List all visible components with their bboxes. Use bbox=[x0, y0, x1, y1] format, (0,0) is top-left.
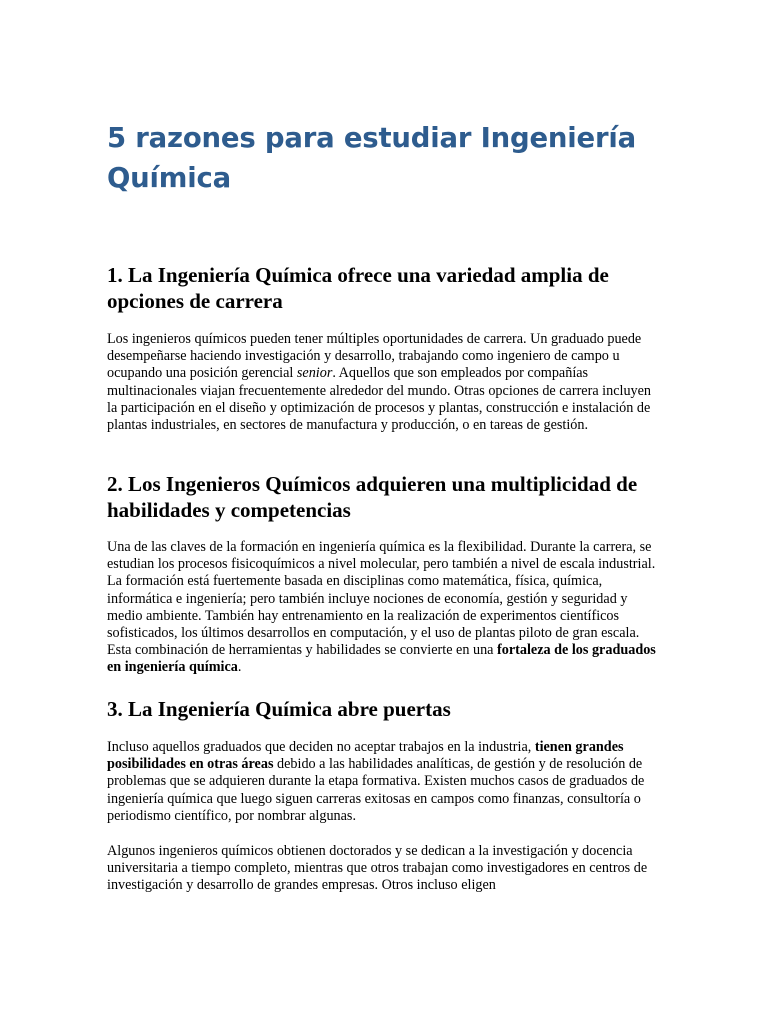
section-1-heading: 1. La Ingeniería Química ofrece una variedad amplia de opciones de carrera bbox=[107, 263, 609, 313]
section-3-paragraph-2: Algunos ingenieros químicos obtienen doctorados y se dedican a la investigación y docencia universitaria a tiempo completo, mientras que otros trabajan como investigadores en centros de investigación y desarrollo de grandes empresas. Otros incluso eligen bbox=[107, 843, 648, 894]
section-2-paragraph bbox=[107, 539, 663, 677]
section-3-paragraph-1 bbox=[107, 739, 663, 825]
text-run: Una de las claves de la formación en ingeniería química es la flexibilidad. Durante la carrera, se estudian los procesos fisicoquímicos a nivel molecular, pero también a nivel de escala industrial. La formación está fuertemente basada en disciplinas como matemática, física, química, informática e ingeniería; pero también incluye nociones de economía, gestión y seguridad y medio ambiente. También hay entrenamiento en la realización de experimentos científicos sofisticados, los últimos desarrollos en computación, y el uso de plantas piloto de gran escala. Esta combinación de herramientas y habilidades se convierte en una bbox=[107, 539, 656, 659]
text-run: . bbox=[237, 659, 242, 676]
section-2-heading: 2. Los Ingenieros Químicos adquieren una multiplicidad de habilidades y competencias bbox=[107, 472, 638, 522]
text-run: Los ingenieros químicos pueden tener múltiples oportunidades de carrera. Un graduado puede desempeñarse haciendo investigación y desarrollo, trabajando como ingeniero de campo u ocupando una posición gerencial bbox=[107, 331, 642, 382]
document-title: 5 razones para estudiar Ingeniería Química bbox=[107, 122, 636, 194]
text-run: debido a las habilidades analíticas, de gestión y de resolución de problemas que se adquieren durante la etapa formativa. Existen muchos casos de graduados de ingeniería química que luego siguen carreras exitosas en campos como finanzas, consultoría o periodismo científico, por nombrar algunas. bbox=[107, 756, 645, 824]
italic-text: senior bbox=[296, 365, 333, 382]
text-run: Incluso aquellos graduados que deciden no aceptar trabajos en la industria, bbox=[107, 739, 535, 755]
text-run: . Aquellos que son empleados por compañías multinacionales viajan frecuentemente alrededor del mundo. Otras opciones de carrera incluyen la participación en el diseño y optimización de procesos y plantas, construcción e instalación de plantas industriales, en sectores de manufactura y producción, o en tareas de gestión. bbox=[107, 365, 652, 434]
bold-text: tienen grandes posibilidades en otras áreas bbox=[107, 739, 624, 773]
bold-text: fortaleza de los graduados en ingeniería química bbox=[107, 642, 656, 676]
section-3-heading: 3. La Ingeniería Química abre puertas bbox=[107, 697, 451, 721]
section-1-paragraph bbox=[107, 331, 663, 434]
